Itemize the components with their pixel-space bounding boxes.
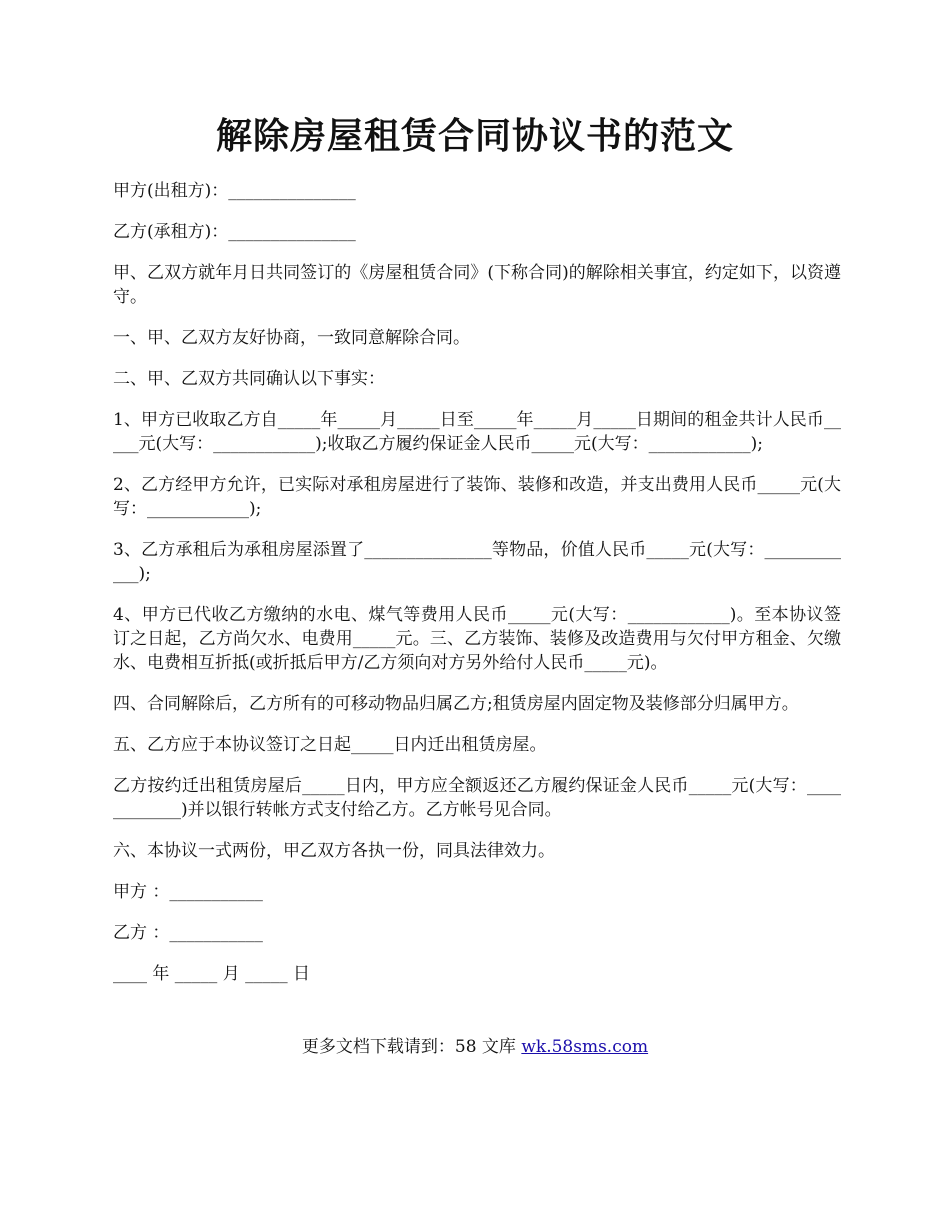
document-title: 解除房屋租赁合同协议书的范文 bbox=[215, 115, 734, 157]
fact-item-2: 2、乙方经甲方允许，已实际对承租房屋进行了装饰、装修和改造，并支出费用人民币_____元(大写：____________); bbox=[113, 475, 841, 519]
clause-six: 六、本协议一式两份，甲乙双方各执一份，同具法律效力。 bbox=[113, 841, 555, 861]
signature-date: ____ 年 _____ 月 _____ 日 bbox=[113, 964, 311, 984]
footer-text: 更多文档下载请到：58 文库 bbox=[301, 1037, 522, 1057]
deposit-return-paragraph: 乙方按约迁出租赁房屋后_____日内，甲方应全额返还乙方履约保证金人民币_____元(大写：____________)并以银行转帐方式支付给乙方。乙方帐号见合同。 bbox=[113, 776, 841, 820]
document-body bbox=[113, 179, 841, 1003]
fact-item-4: 4、甲方已代收乙方缴纳的水电、煤气等费用人民币_____元(大写：____________)。至本协议签订之日起，乙方尚欠水、电费用_____元。三、乙方装饰、装修及改造费用与欠付甲方租金、欠缴水、电费相互折抵(或折抵后甲方/乙方须向对方另外给付人民币_____元)。 bbox=[113, 605, 841, 673]
clause-one: 一、甲、乙双方友好协商，一致同意解除合同。 bbox=[113, 328, 470, 348]
party-a-line: 甲方(出租方)：_______________ bbox=[113, 181, 356, 201]
signature-party-b: 乙方 ：___________ bbox=[113, 923, 263, 943]
footer-link[interactable]: wk.58sms.com bbox=[521, 1037, 649, 1057]
intro-paragraph: 甲、乙双方就年月日共同签订的《房屋租赁合同》(下称合同)的解除相关事宜，约定如下，以资遵守。 bbox=[113, 263, 841, 307]
clause-four: 四、合同解除后，乙方所有的可移动物品归属乙方;租赁房屋内固定物及装修部分归属甲方。 bbox=[113, 694, 799, 714]
footer bbox=[0, 1035, 950, 1059]
fact-item-3: 3、乙方承租后为承租房屋添置了_______________等物品，价值人民币_____元(大写：____________); bbox=[113, 540, 841, 584]
clause-five: 五、乙方应于本协议签订之日起_____日内迁出租赁房屋。 bbox=[113, 735, 547, 755]
clause-two-heading: 二、甲、乙双方共同确认以下事实： bbox=[113, 369, 385, 389]
fact-item-1: 1、甲方已收取乙方自_____年_____月_____日至_____年_____月_____日期间的租金共计人民币_____元(大写：____________);收取乙方履约保证金人民币_____元(大写：____________); bbox=[113, 410, 841, 454]
signature-party-a: 甲方 ：___________ bbox=[113, 882, 263, 902]
party-b-line: 乙方(承租方)：_______________ bbox=[113, 222, 356, 242]
